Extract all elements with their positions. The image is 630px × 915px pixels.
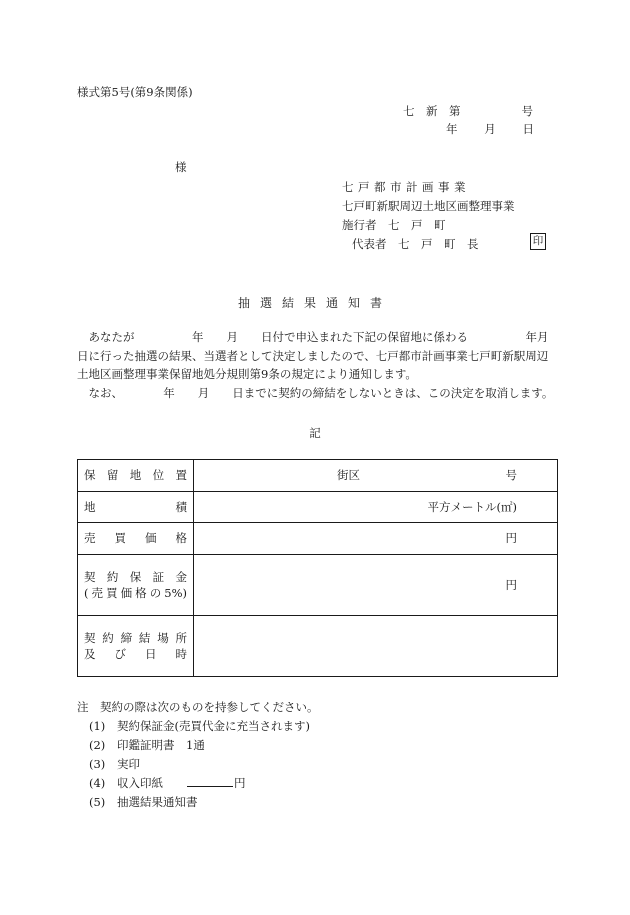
issuer-project-detail: 七戸町新駅周辺土地区画整理事業 bbox=[342, 199, 515, 213]
table-row bbox=[78, 491, 558, 523]
list-item: (1) 契約保証金(売買代金に充当されます) bbox=[89, 719, 310, 733]
block-label: 街区 bbox=[337, 468, 360, 483]
document-number bbox=[403, 103, 533, 119]
table-row bbox=[78, 523, 558, 555]
document-title: 抽選結果通知書 bbox=[237, 296, 392, 310]
addressee-suffix: 様 bbox=[175, 160, 187, 174]
row-value-price: 円 bbox=[194, 523, 558, 555]
stamp-amount-blank bbox=[187, 774, 233, 787]
list-item: (3) 実印 bbox=[89, 757, 140, 771]
date-month: 月 bbox=[484, 122, 496, 136]
document-date bbox=[446, 121, 534, 137]
row-value-contract-place bbox=[194, 615, 558, 676]
notes-section bbox=[77, 698, 319, 812]
body-line-1: あなたが 年 月 日付で申込まれた下記の保留地に係わる 年 bbox=[88, 330, 537, 344]
date-year: 年 bbox=[446, 122, 458, 136]
list-item: (4) 収入印紙 円 bbox=[89, 776, 246, 790]
doc-number-suffix: 号 bbox=[521, 104, 533, 118]
lot-number-label: 号 bbox=[505, 468, 517, 483]
doc-number-prefix: 七 新 第 bbox=[403, 104, 461, 118]
row-label-location: 保留地位置 bbox=[78, 460, 194, 492]
notes-heading: 注 契約の際は次のものを持参してください。 bbox=[77, 700, 319, 714]
row-label-deposit: 契約保証金 (売買価格の5%) bbox=[78, 554, 194, 615]
table-row bbox=[78, 554, 558, 615]
list-item: (2) 印鑑証明書 1通 bbox=[89, 738, 205, 752]
ki-heading: 記 bbox=[309, 426, 321, 440]
issuer-representative: 代表者 七 戸 町 長 bbox=[352, 237, 479, 251]
table-row bbox=[78, 460, 558, 492]
row-label-price: 売買価格 bbox=[78, 523, 194, 555]
notice-body bbox=[77, 328, 572, 402]
body-paragraph-2: なお、 年 月 日までに契約の締結をしないときは、この決定を取消します。 bbox=[88, 385, 554, 400]
row-label-area: 地積 bbox=[78, 491, 194, 523]
list-item: (5) 抽選結果通知書 bbox=[89, 795, 198, 809]
issuer-implementer: 施行者 七 戸 町 bbox=[342, 218, 446, 232]
seal-mark: 印 bbox=[530, 233, 546, 250]
property-info-table bbox=[77, 459, 558, 677]
body-paragraph-1 bbox=[77, 328, 572, 384]
body-line-rest: 月 日に行った抽選の結果、当選者として決定しましたので、七戸都市計画事業七戸町新駅周辺土地区画整理事業保留地処分規則第9条の規定により通知します。 bbox=[77, 330, 572, 381]
row-value-area: 平方メートル(㎡) bbox=[194, 491, 558, 523]
table-row bbox=[78, 615, 558, 676]
row-value-location bbox=[194, 460, 558, 492]
form-number: 様式第5号(第9条関係) bbox=[77, 85, 193, 99]
row-label-contract-place: 契約締結場所 及び日時 bbox=[78, 615, 194, 676]
date-day: 日 bbox=[522, 122, 534, 136]
issuer-project: 七戸都市計画事業 bbox=[342, 180, 470, 194]
row-value-deposit: 円 bbox=[194, 554, 558, 615]
